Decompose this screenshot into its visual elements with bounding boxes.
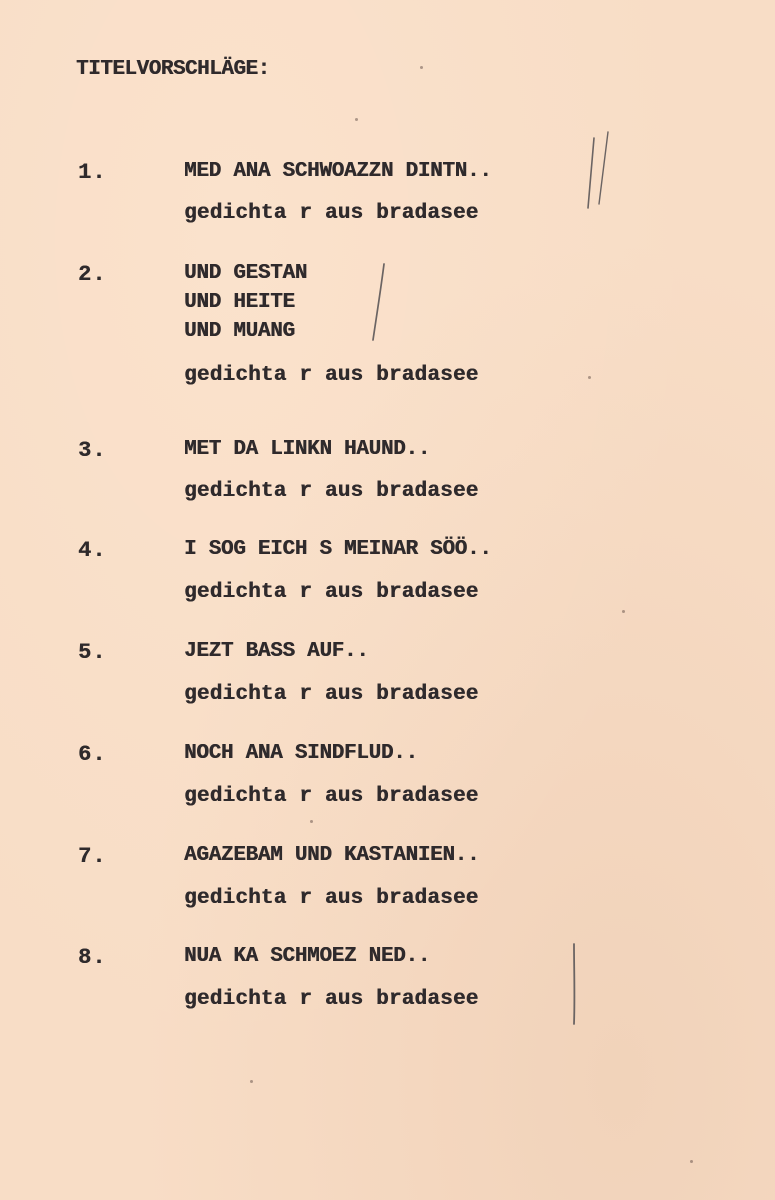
entry-2-title-line-3: UND MUANG (184, 320, 295, 343)
entry-7-title: AGAZEBAM UND KASTANIEN.. (184, 844, 480, 867)
entry-3-subtitle: gedichta r aus bradasee (184, 480, 479, 503)
paper-speck (622, 610, 625, 613)
entry-1-title: MED ANA SCHWOAZZN DINTN.. (184, 160, 492, 183)
entry-8-number: 8. (78, 945, 107, 970)
paper-speck (310, 820, 313, 823)
entry-4-number: 4. (78, 538, 107, 563)
pencil-vertical-mark (562, 940, 586, 1030)
paper-speck (588, 376, 591, 379)
entry-5-title: JEZT BASS AUF.. (184, 640, 369, 663)
entry-8-title: NUA KA SCHMOEZ NED.. (184, 945, 431, 968)
entry-7-number: 7. (78, 844, 107, 869)
entry-5-subtitle: gedichta r aus bradasee (184, 683, 479, 706)
entry-1-subtitle: gedichta r aus bradasee (184, 202, 479, 225)
entry-1-number: 1. (78, 160, 107, 185)
paper-speck (250, 1080, 253, 1083)
entry-5-number: 5. (78, 640, 107, 665)
entry-3-title: MET DA LINKN HAUND.. (184, 438, 431, 461)
entry-8-subtitle: gedichta r aus bradasee (184, 988, 479, 1011)
pencil-double-stroke-mark (580, 128, 620, 220)
entry-2-title-line-2: UND HEITE (184, 291, 295, 314)
entry-6-subtitle: gedichta r aus bradasee (184, 785, 479, 808)
entry-7-subtitle: gedichta r aus bradasee (184, 887, 479, 910)
entry-6-title: NOCH ANA SINDFLUD.. (184, 742, 418, 765)
entry-2-title-line-1: UND GESTAN (184, 262, 308, 285)
entry-3-number: 3. (78, 438, 107, 463)
entry-4-subtitle: gedichta r aus bradasee (184, 581, 479, 604)
pencil-slash-mark (362, 258, 392, 348)
paper-speck (355, 118, 358, 121)
entry-4-title: I SOG EICH S MEINAR SÖÖ.. (184, 538, 492, 561)
paper-speck (690, 1160, 693, 1163)
entry-2-subtitle: gedichta r aus bradasee (184, 364, 479, 387)
entry-2-number: 2. (78, 262, 107, 287)
page-heading: TITELVORSCHLÄGE: (76, 58, 270, 81)
paper-speck (420, 66, 423, 69)
entry-6-number: 6. (78, 742, 107, 767)
